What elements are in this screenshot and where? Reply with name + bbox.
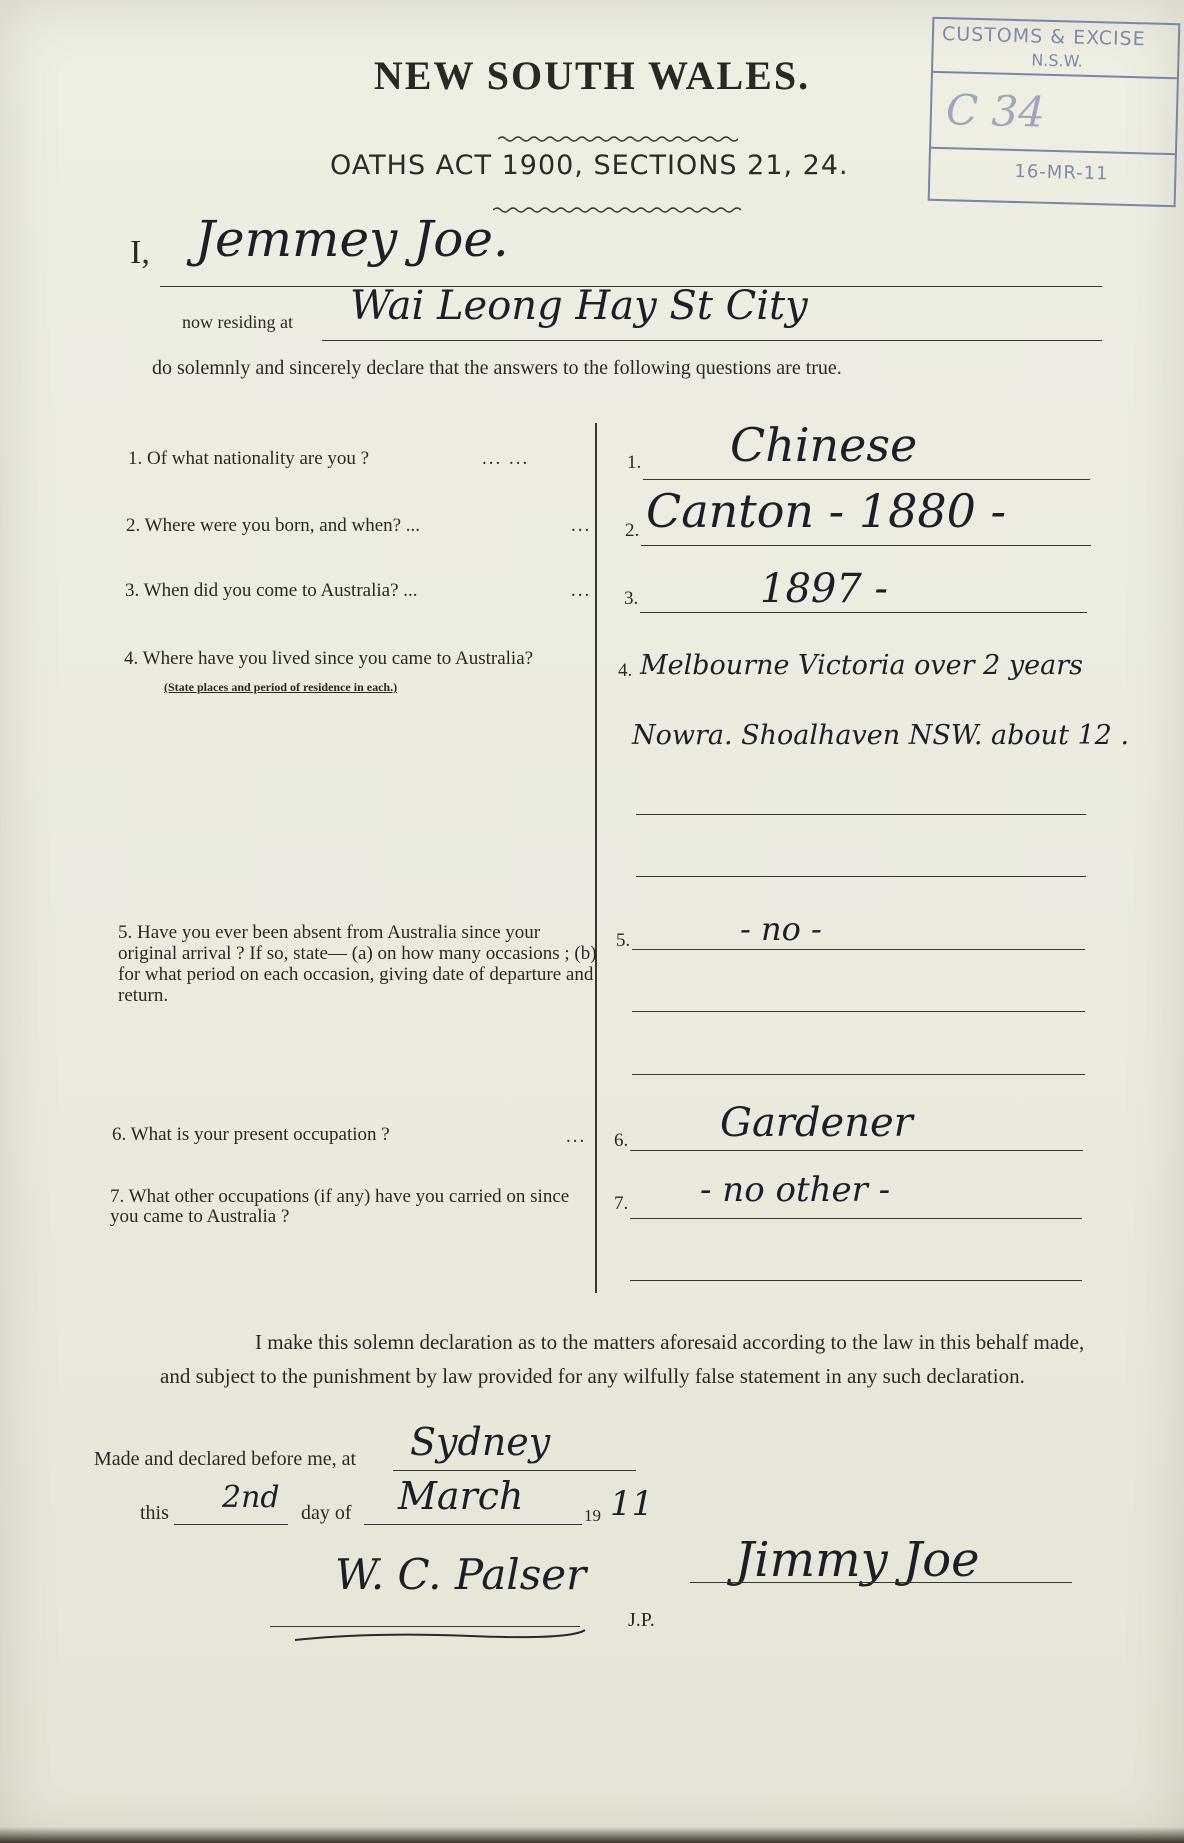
declarant-address: Wai Leong Hay St City [350, 283, 808, 329]
signature-line [690, 1582, 1072, 1583]
customs-stamp [928, 17, 1181, 207]
this-label: this [140, 1502, 169, 1524]
question-number: 4. [124, 648, 139, 669]
answer-line [630, 1280, 1082, 1281]
answer-line [630, 1218, 1082, 1219]
stamp-code: C 34 [945, 85, 1046, 137]
affirmation-text: do solemnly and sincerely declare that the answers to the following questions are true. [152, 357, 842, 379]
answer-number: 3. [624, 588, 639, 609]
question-text: What is your present occupation ? [130, 1124, 390, 1145]
jp-signature: W. C. Palser [335, 1550, 587, 1599]
answer-line [641, 545, 1091, 546]
declarant-name: Jemmey Joe. [195, 210, 509, 268]
declarant-prefix: I, [130, 234, 150, 271]
month-line [364, 1524, 582, 1525]
page-edge [0, 1827, 1184, 1843]
question-7 [110, 1187, 590, 1227]
question-text: Where have you lived since you came to Australia? [142, 648, 534, 669]
stamp-divider [931, 147, 1175, 155]
answer-number: 7. [614, 1193, 629, 1214]
jp-label: J.P. [628, 1609, 655, 1631]
answer-nationality: Chinese [730, 418, 918, 472]
answer-line [632, 1074, 1085, 1075]
question-4 [124, 648, 600, 698]
question-text: What other occupations (if any) have you carried on since you came to Australia ? [110, 1186, 570, 1227]
answer-line [636, 814, 1086, 815]
answer-line [636, 876, 1086, 877]
declared-day: 2nd [222, 1480, 280, 1515]
answer-arrival-year: 1897 - [760, 566, 889, 612]
question-note: (State places and period of residence in each.) [164, 680, 398, 694]
year-prefix: 19 [584, 1506, 601, 1525]
answer-absence: - no - [740, 910, 822, 948]
answer-number: 5. [616, 930, 631, 951]
declared-year: 11 [610, 1484, 654, 1524]
answer-residence-1: Melbourne Victoria over 2 years [640, 650, 1083, 681]
address-line [322, 340, 1102, 341]
answer-number: 2. [625, 520, 640, 541]
place-line [393, 1470, 636, 1471]
question-dots: ... ... [482, 448, 530, 469]
question-3 [125, 580, 418, 602]
answer-line [640, 612, 1087, 613]
answer-other-occupations: - no other - [700, 1170, 891, 1210]
document-subtitle: OATHS ACT 1900, SECTIONS 21, 24. [330, 150, 849, 181]
answer-residence-2: Nowra. Shoalhaven NSW. about 12 . [632, 720, 1130, 751]
question-text: Where were you born, and when? ... [144, 515, 421, 536]
question-dots: ... [566, 1126, 587, 1147]
made-declared-label: Made and declared before me, at [94, 1448, 357, 1470]
answer-line [632, 949, 1085, 950]
question-5 [118, 922, 598, 1006]
answer-line [632, 1011, 1085, 1012]
answer-birthplace: Canton - 1880 - [646, 484, 1007, 538]
question-text: Have you ever been absent from Australia since your original arrival ? If so, state— (a) on how many occasions ; (b) for what period on each occasion, giving date of departure and return. [118, 922, 597, 1006]
day-line [174, 1524, 288, 1525]
question-2 [126, 515, 420, 537]
declarant-signature: Jimmy Joe [735, 1532, 980, 1588]
declaration-text: I make this solemn declaration as to the matters aforesaid according to the law in this behalf made, and subject to the punishment by law provided for any wilfully false statement in any such declaration. [160, 1330, 1085, 1388]
answer-number: 6. [614, 1130, 629, 1151]
answer-line [643, 479, 1090, 480]
question-dots: ... [571, 515, 592, 536]
stamp-date: 16-MR-11 [1014, 160, 1109, 185]
question-1 [128, 448, 369, 470]
jp-signature-flourish [290, 1620, 590, 1650]
stamp-divider [933, 71, 1177, 79]
declared-month: March [398, 1474, 524, 1518]
question-number: 1. [128, 448, 143, 469]
question-number: 5. [118, 922, 133, 943]
question-text: When did you come to Australia? ... [143, 580, 418, 601]
question-text: Of what nationality are you ? [147, 448, 370, 469]
title-ornament-bottom [493, 205, 743, 215]
document-title: NEW SOUTH WALES. [373, 53, 811, 98]
question-number: 6. [112, 1124, 127, 1145]
day-of-label: day of [301, 1502, 352, 1524]
question-number: 7. [110, 1186, 125, 1207]
residing-label: now residing at [182, 312, 293, 332]
question-number: 2. [126, 515, 141, 536]
answer-occupation: Gardener [720, 1100, 913, 1146]
question-dots: ... [571, 580, 592, 601]
stamp-subheading: N.S.W. [1031, 50, 1083, 71]
question-6 [112, 1124, 390, 1146]
answer-number: 1. [627, 452, 642, 473]
answer-number: 4. [618, 660, 633, 681]
title-ornament-top [498, 134, 738, 144]
column-divider [595, 423, 597, 1293]
question-number: 3. [125, 580, 140, 601]
answer-line [630, 1150, 1083, 1151]
declared-place: Sydney [410, 1420, 551, 1464]
stamp-heading: CUSTOMS & EXCISE [941, 23, 1146, 51]
